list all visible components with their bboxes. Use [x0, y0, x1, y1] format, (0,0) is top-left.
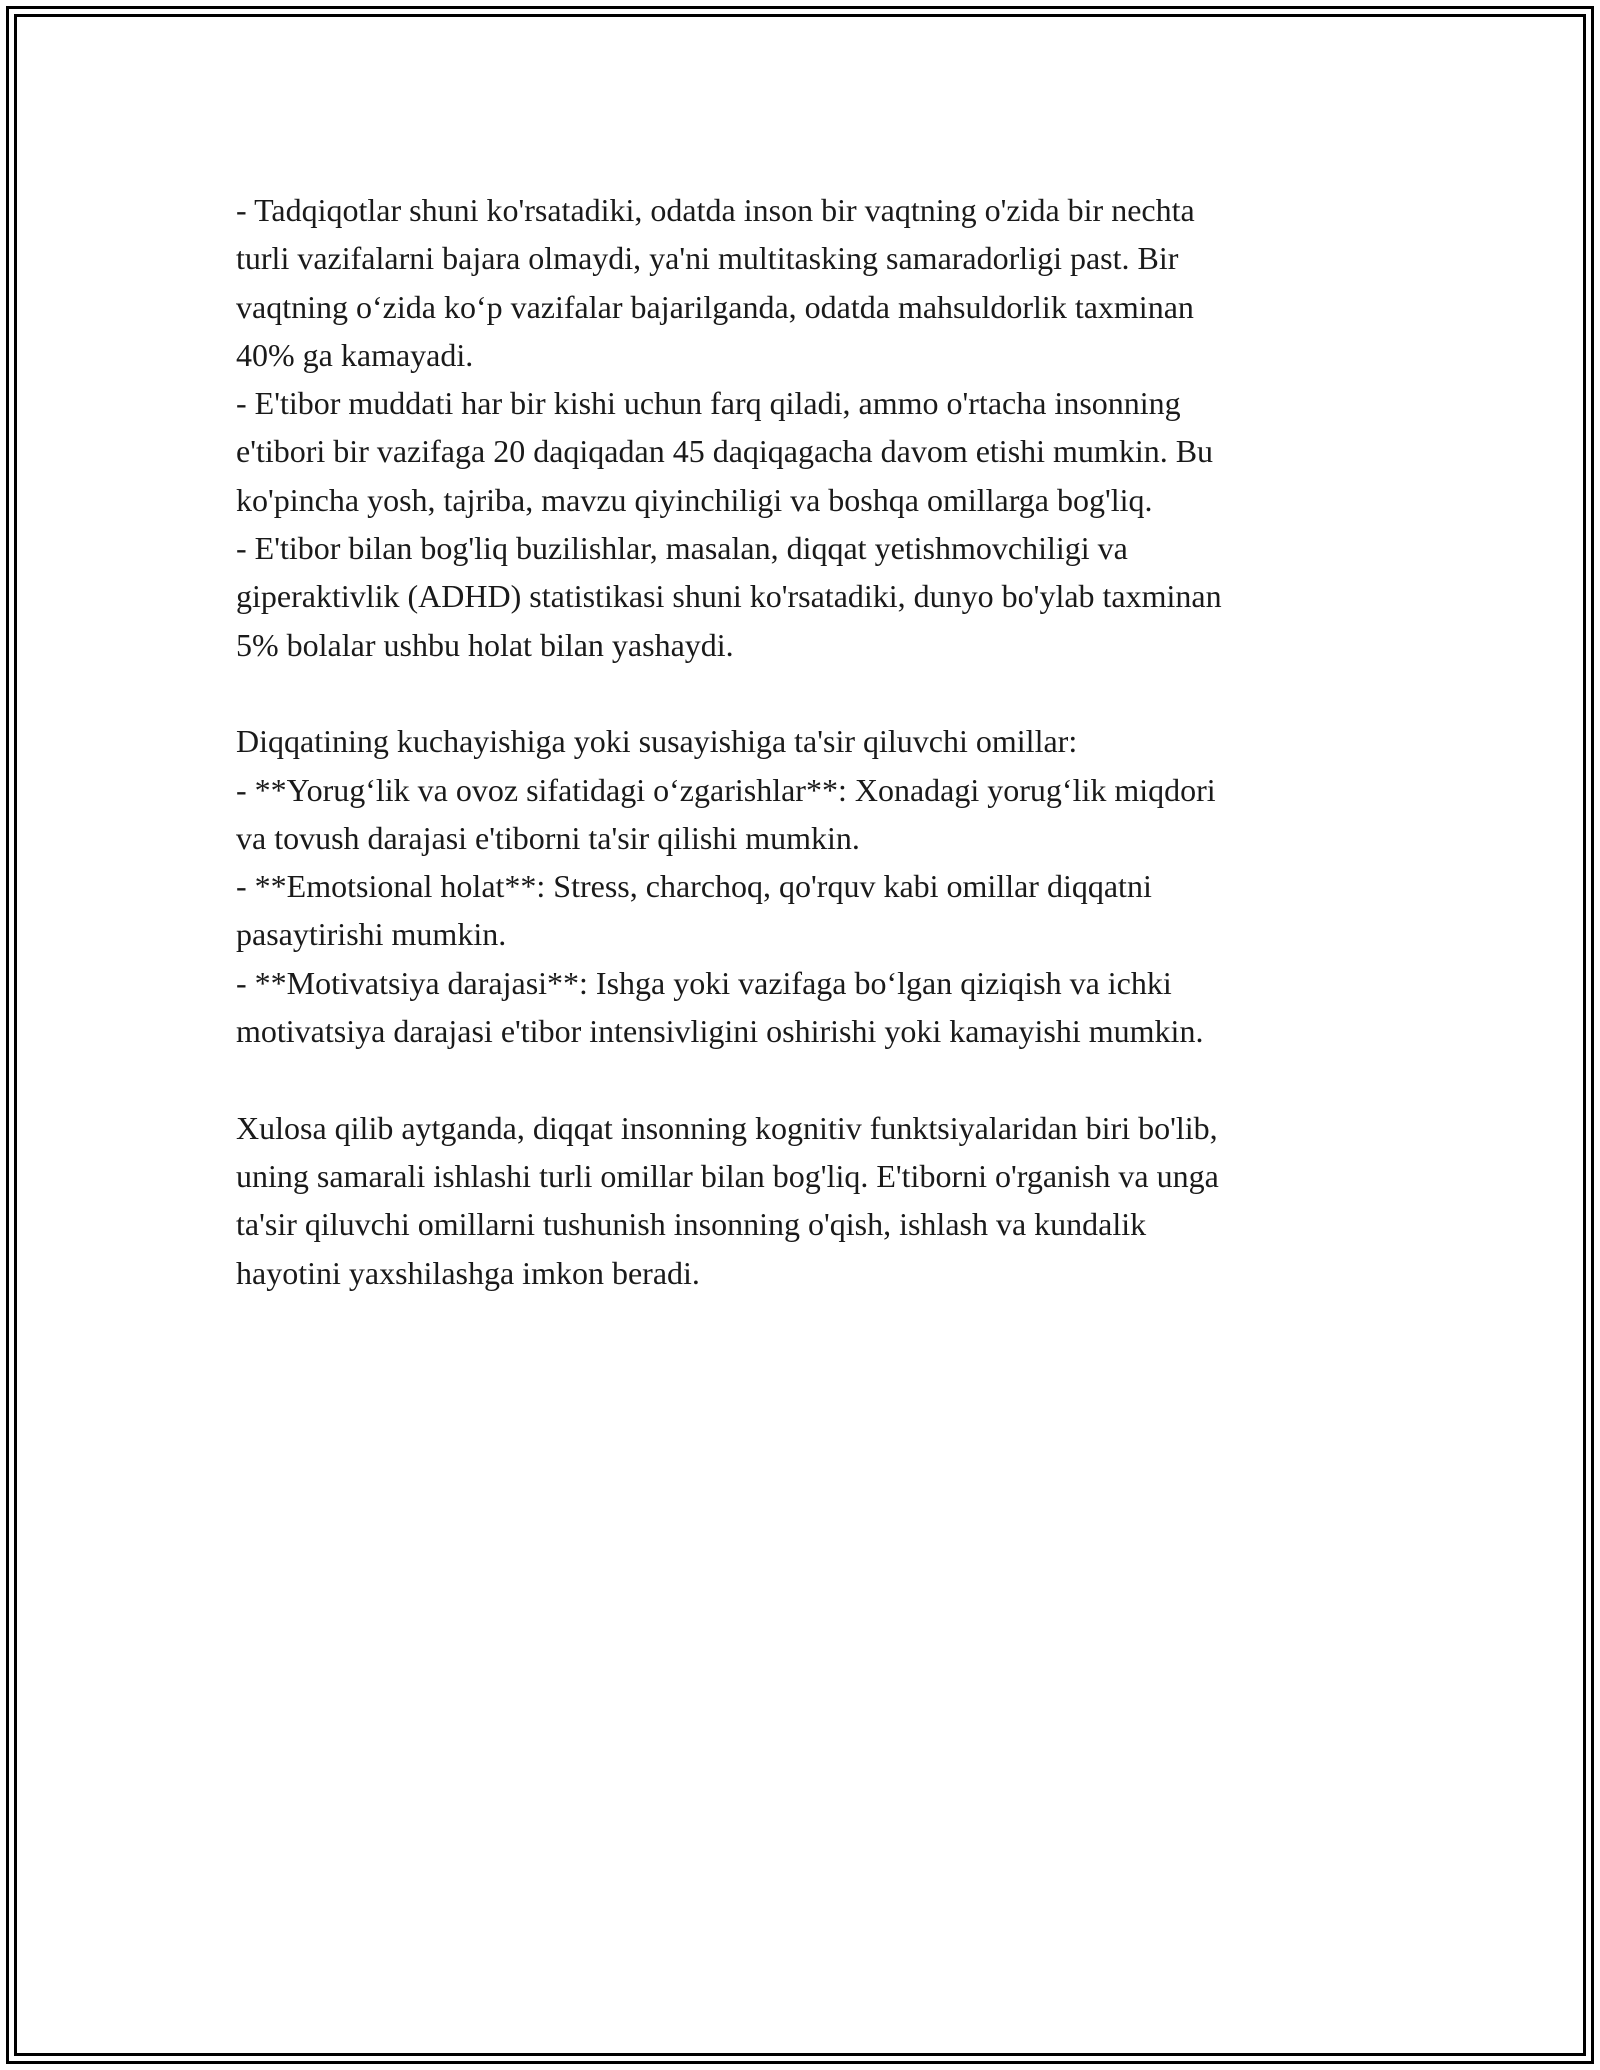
text-line: - **Emotsional holat**: Stress, charchoq, qo'rquv kabi omillar diqqatni	[236, 868, 1152, 905]
text-line: pasaytirishi mumkin.	[236, 916, 507, 953]
paragraph-factors	[236, 717, 1376, 1055]
text-line: 40% ga kamayadi.	[236, 336, 474, 373]
text-line: va tovush darajasi e'tiborni ta'sir qilishi mumkin.	[236, 819, 860, 856]
text-line: - E'tibor bilan bog'liq buzilishlar, masalan, diqqat yetishmovchiligi va	[236, 530, 1128, 567]
text-line: ko'pincha yosh, tajriba, mavzu qiyinchiligi va boshqa omillarga bog'liq.	[236, 481, 1153, 518]
text-line: giperaktivlik (ADHD) statistikasi shuni ko'rsatadiki, dunyo bo'ylab taxminan	[236, 578, 1222, 615]
text-line: - E'tibor muddati har bir kishi uchun farq qiladi, ammo o'rtacha insonning	[236, 385, 1181, 422]
text-line: motivatsiya darajasi e'tibor intensivligini oshirishi yoki kamayishi mumkin.	[236, 1013, 1204, 1050]
text-line: 5% bolalar ushbu holat bilan yashaydi.	[236, 626, 734, 663]
text-line: turli vazifalarni bajara olmaydi, ya'ni multitasking samaradorligi past. Bir	[236, 240, 1179, 277]
paragraph-spacer	[236, 1055, 1376, 1103]
paragraph-conclusion	[236, 1104, 1376, 1297]
text-line: Diqqatining kuchayishiga yoki susayishiga ta'sir qiluvchi omillar:	[236, 723, 1078, 760]
text-line: Xulosa qilib aytganda, diqqat insonning kognitiv funktsiyalaridan biri bo'lib,	[236, 1109, 1218, 1146]
paragraph-spacer	[236, 669, 1376, 717]
document-body	[236, 186, 1376, 1297]
text-line: - Tadqiqotlar shuni ko'rsatadiki, odatda inson bir vaqtning o'zida bir nechta	[236, 192, 1195, 228]
text-line: - **Yorug‘lik va ovoz sifatidagi o‘zgarishlar**: Xonadagi yorug‘lik miqdori	[236, 771, 1216, 808]
text-line: - **Motivatsiya darajasi**: Ishga yoki vazifaga bo‘lgan qiziqish va ichki	[236, 964, 1172, 1001]
text-line: uning samarali ishlashi turli omillar bilan bog'liq. E'tiborni o'rganish va unga	[236, 1157, 1219, 1194]
text-line: vaqtning o‘zida ko‘p vazifalar bajarilganda, odatda mahsuldorlik taxminan	[236, 288, 1194, 325]
text-line: ta'sir qiluvchi omillarni tushunish insonning o'qish, ishlash va kundalik	[236, 1206, 1147, 1243]
text-line: e'tibori bir vazifaga 20 daqiqadan 45 daqiqagacha davom etishi mumkin. Bu	[236, 433, 1214, 470]
paragraph-statistics	[236, 186, 1376, 669]
text-line: hayotini yaxshilashga imkon beradi.	[236, 1254, 700, 1291]
